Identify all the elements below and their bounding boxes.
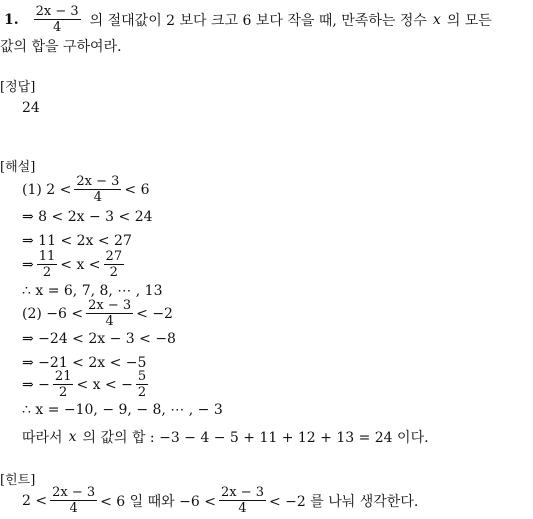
solution-l4-num2: 27	[105, 249, 123, 264]
solution-l9-pre: ⇒ −	[22, 376, 50, 393]
solution-l1-post: < 6	[124, 181, 150, 198]
solution-l6-post: < −2	[136, 305, 173, 322]
solution-l11-a: 따라서	[22, 430, 63, 446]
solution-line-10	[22, 402, 223, 418]
solution-l11-var: x	[68, 429, 77, 445]
solution-l11-b: 의 값의 합 : −3 − 4 − 5 + 11 + 12 + 13 = 24 이다.	[82, 430, 429, 446]
solution-line-4	[22, 249, 127, 280]
solution-l4-den1: 2	[42, 265, 52, 280]
hint-num2: 2x − 3	[220, 485, 264, 500]
solution-l9-num1: 21	[54, 369, 72, 384]
solution-l6-den: 4	[105, 314, 114, 329]
answer-value	[22, 100, 40, 116]
problem-line-2	[0, 36, 122, 56]
solution-l6-fraction	[86, 298, 133, 329]
solution-l9-den1: 2	[59, 385, 68, 400]
solution-l4-pre: ⇒	[22, 256, 34, 273]
solution-l5: ∴ x = 6, 7, 8, ⋯ , 13	[22, 283, 163, 299]
problem-number: 1.	[4, 11, 19, 28]
problem-line-1	[4, 4, 492, 35]
solution-l9-fraction-2	[136, 369, 148, 400]
hint-num1: 2x − 3	[52, 485, 96, 500]
solution-l4-fraction-1	[37, 249, 58, 280]
problem-fraction	[34, 4, 81, 35]
solution-line-5	[22, 283, 162, 299]
solution-l7: ⇒ −24 < 2x − 3 < −8	[22, 331, 176, 347]
solution-l1-pre: (1) 2 <	[22, 181, 72, 198]
solution-l4-den2: 2	[109, 265, 118, 280]
hint-den2: 4	[238, 501, 247, 516]
solution-l1-den: 4	[93, 190, 103, 205]
hint-post: < −2 를 나눠 생각한다.	[269, 493, 419, 510]
problem-text-3: 값의 합을 구하여라.	[0, 39, 122, 55]
solution-line-11	[22, 427, 429, 447]
solution-l3: ⇒ 11 < 2x < 27	[22, 233, 132, 249]
problem-variable: x	[432, 11, 441, 28]
hint-pre: 2 <	[22, 492, 48, 509]
hint-label-text: [힌트]	[0, 473, 36, 488]
solution-line-3	[22, 233, 132, 249]
solution-l4-num1: 11	[38, 249, 56, 264]
hint-mid: < 6 일 때와 −6 <	[100, 493, 216, 510]
problem-text-2: 의 모든	[446, 12, 492, 29]
solution-l6-num: 2x − 3	[88, 298, 132, 313]
hint-line	[22, 485, 418, 516]
answer-value-text: 24	[22, 100, 40, 116]
solution-line-7	[22, 331, 176, 347]
solution-l2: ⇒ 8 < 2x − 3 < 24	[22, 209, 153, 225]
solution-l6-pre: (2) −6 <	[22, 305, 84, 322]
solution-l9-fraction-1	[53, 369, 74, 400]
answer-label-text: [정답]	[0, 80, 36, 95]
solution-label	[0, 156, 35, 175]
solution-label-text: [해설]	[0, 160, 36, 175]
solution-l9-num2: 5	[137, 369, 147, 384]
solution-l4-mid: < x <	[60, 256, 101, 273]
solution-l4-fraction-2	[104, 249, 125, 280]
solution-line-6	[22, 298, 173, 329]
solution-l1-fraction	[74, 174, 121, 205]
solution-l1-num: 2x − 3	[76, 174, 120, 189]
answer-label	[0, 76, 35, 95]
hint-fraction-1	[50, 485, 97, 516]
solution-line-9	[22, 369, 151, 400]
solution-l9-mid: < x < −	[76, 376, 133, 393]
fraction-denominator: 4	[53, 20, 62, 35]
problem-text-1: 의 절대값이 2 보다 크고 6 보다 작을 때, 만족하는 정수	[89, 12, 427, 29]
solution-l9-den2: 2	[137, 385, 147, 400]
solution-line-1	[22, 174, 150, 205]
hint-den1: 4	[69, 501, 78, 516]
solution-line-2	[22, 209, 153, 225]
fraction-numerator: 2x − 3	[35, 4, 79, 19]
hint-fraction-2	[219, 485, 266, 516]
solution-l8: ⇒ −21 < 2x < −5	[22, 355, 147, 371]
solution-l10: ∴ x = −10, − 9, − 8, ⋯ , − 3	[22, 402, 223, 418]
